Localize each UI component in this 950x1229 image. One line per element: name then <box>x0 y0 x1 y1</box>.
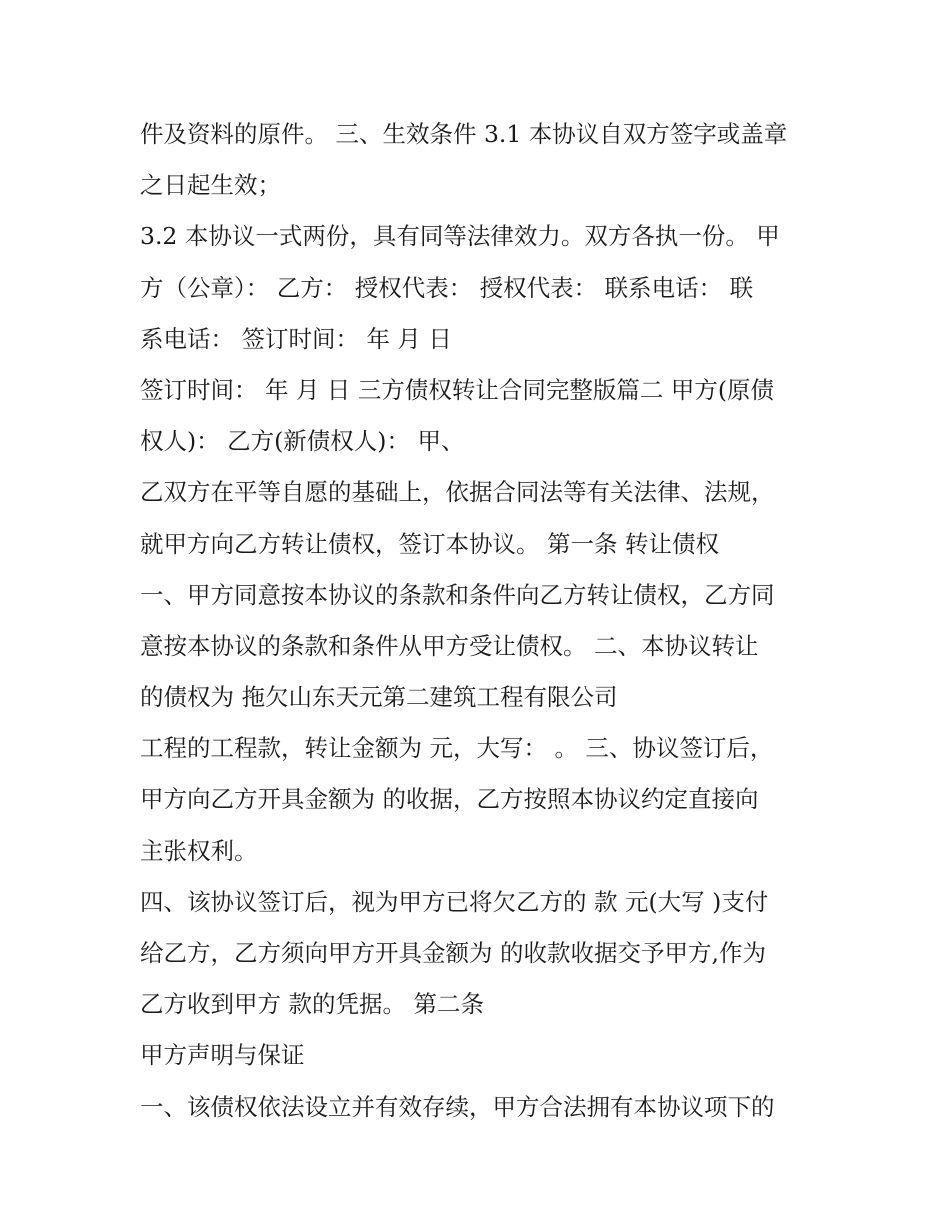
text-line: 甲方声明与保证 <box>140 1041 305 1070</box>
text-line: 3.2 本协议一式两份，具有同等法律效力。双方各执一份。 甲 <box>140 222 780 251</box>
text-line: 乙双方在平等自愿的基础上，依据合同法等有关法律、法规， <box>140 478 775 507</box>
text-line: 给乙方，乙方须向甲方开具金额为 的收款收据交予甲方,作为 <box>140 939 766 967</box>
document-body <box>140 109 820 1133</box>
text-line: 权人)： 乙方(新债权人)： 甲、 <box>140 427 465 456</box>
text-line: 签订时间： 年 月 日 三方债权转让合同完整版篇二 甲方(原债 <box>140 375 775 404</box>
text-line: 一、该债权依法设立并有效存续，甲方合法拥有本协议项下的 <box>140 1092 775 1121</box>
text-line: 一、甲方同意按本协议的条款和条件向乙方转让债权，乙方同 <box>140 580 775 609</box>
text-line: 四、该协议签订后，视为甲方已将欠乙方的 款 元(大写 )支付 <box>140 887 769 916</box>
text-line: 件及资料的原件。 三、生效条件 3.1 本协议自双方签字或盖章 <box>140 120 788 148</box>
text-line: 就甲方向乙方转让债权，签订本协议。 第一条 转让债权 <box>140 529 719 558</box>
text-line: 主张权利。 <box>140 836 258 865</box>
text-line: 系电话： 签订时间： 年 月 日 <box>140 324 452 353</box>
text-line: 乙方收到甲方 款的凭据。 第二条 <box>140 990 484 1019</box>
text-line: 意按本协议的条款和条件从甲方受让债权。 二、本协议转让 <box>140 631 759 660</box>
text-line: 的债权为 拖欠山东天元第二建筑工程有限公司 <box>140 683 618 712</box>
text-line: 甲方向乙方开具金额为 的收据，乙方按照本协议约定直接向 <box>140 785 759 814</box>
text-line: 之日起生效； <box>140 171 281 200</box>
text-line: 方（公章）： 乙方： 授权代表： 授权代表： 联系电话： 联 <box>140 273 754 302</box>
text-line: 工程的工程款，转让金额为 元，大写： 。 三、协议签订后， <box>140 734 774 763</box>
